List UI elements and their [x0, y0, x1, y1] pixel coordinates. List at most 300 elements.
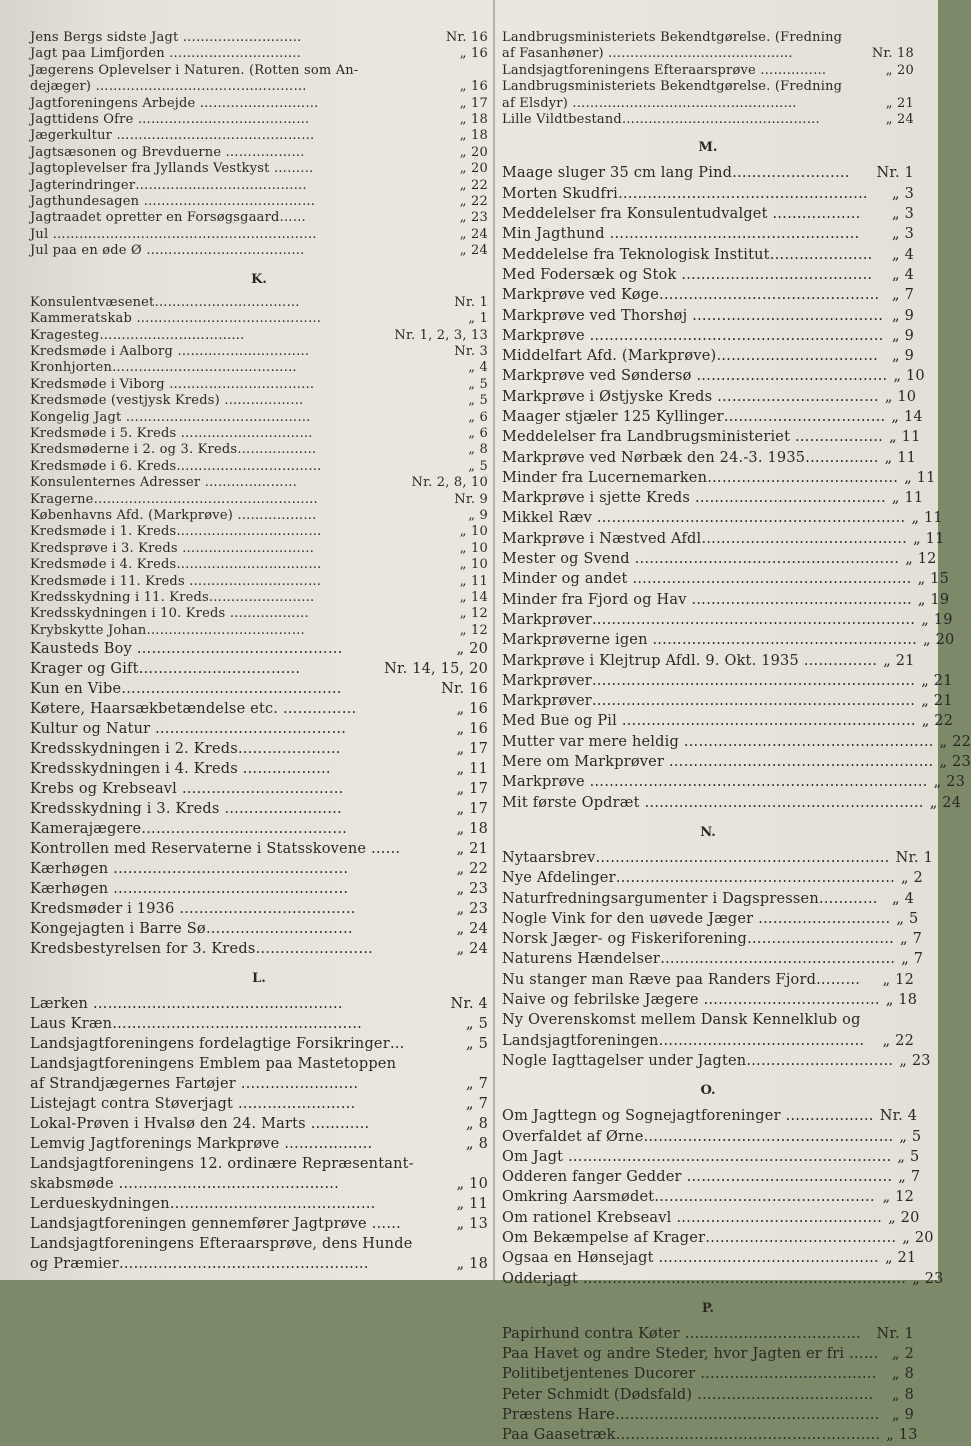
entry-issue-number: „ 16 — [459, 46, 488, 62]
entry-issue-number: „ 10 — [459, 557, 488, 573]
index-entry — [502, 752, 971, 772]
entry-title: Papirhund contra Køter ……………………………… — [502, 1325, 861, 1342]
entry-issue-number: „ 9 — [892, 348, 914, 365]
entry-title: Lærken …………………………………………… — [30, 996, 343, 1013]
index-entry — [502, 590, 950, 610]
entry-title: Kredsmøde i 6. Kreds…………………………… — [30, 458, 322, 474]
entry-issue-number: „ 11 — [884, 449, 917, 466]
entry-issue-number: „ 21 — [883, 652, 915, 669]
entry-title: Kredsmøde i 1. Kreds…………………………… — [30, 524, 322, 540]
entry-title: Kredsmøde i 11. Kreds ………………………… — [30, 573, 322, 589]
index-entry — [502, 1324, 914, 1344]
entry-issue-number: „ 20 — [888, 1209, 920, 1226]
entry-issue-number: „ 20 — [885, 62, 914, 78]
entry-title: Jagttidens Ofre ………………………………… — [30, 112, 310, 128]
entry-issue-number: „ 19 — [921, 611, 953, 628]
entry-issue-number: „ 20 — [459, 161, 488, 177]
index-entry — [502, 1344, 914, 1364]
entry-title: Naturens Hændelser………………………………………… — [502, 951, 896, 968]
entry-issue-number: Nr. 14, 15, 20 — [384, 661, 488, 678]
index-entry — [30, 1074, 488, 1094]
index-entry — [30, 1214, 488, 1234]
entry-issue-number: „ 21 — [884, 1250, 917, 1267]
index-entry — [30, 328, 488, 344]
index-entry — [30, 178, 488, 194]
entry-issue-number: „ 10 — [893, 368, 925, 385]
entry-title: Kragerne…………………………………………… — [30, 491, 318, 507]
entry-title: Peter Schmidt (Dødsfald) ……………………………… — [502, 1386, 874, 1403]
entry-title: Markprøve …………………………………………………………… — [502, 774, 928, 791]
entry-title: Meddelelser fra Landbrugsministeriet ……………… — [502, 429, 884, 446]
entry-title: Landsjagtforeningens Efteraarsprøve, dens Hunde — [30, 1236, 413, 1253]
entry-issue-number: „ 13 — [456, 1216, 488, 1233]
entry-issue-number: „ 20 — [923, 632, 955, 649]
entry-issue-number: „ 3 — [892, 206, 914, 223]
index-entry — [502, 468, 936, 488]
entry-issue-number: „ 2 — [901, 870, 923, 887]
index-entry — [30, 459, 488, 475]
entry-issue-number: Nr. 2, 8, 10 — [411, 475, 488, 491]
index-entry — [30, 719, 488, 739]
entry-issue-number: „ 20 — [456, 641, 488, 658]
index-entry — [502, 1127, 922, 1147]
entry-title: Kamerajægere…………………………………… — [30, 821, 348, 838]
entry-title: Markprøve …………………………………………………… — [502, 327, 884, 344]
index-entry — [502, 30, 914, 46]
index-entry — [30, 1094, 488, 1114]
entry-issue-number: „ 24 — [459, 226, 488, 242]
index-entry — [30, 819, 488, 839]
entry-title: Kredsskydningen i 10. Kreds ……………… — [30, 606, 309, 622]
entry-title: Kredsmøde i Aalborg ………………………… — [30, 343, 310, 359]
index-entry — [502, 868, 923, 888]
entry-title: Landsjagtforeningen gennemfører Jagtprøve …… — [30, 1216, 402, 1233]
entry-issue-number: „ 22 — [939, 733, 971, 750]
entry-issue-number: „ 18 — [459, 112, 488, 128]
entry-title: Ny Overenskomst mellem Dansk Kennelklub og — [502, 1012, 861, 1029]
entry-issue-number: „ 20 — [459, 144, 488, 160]
index-entry — [30, 1134, 488, 1154]
entry-title: Kammeratskab …………………………………… — [30, 311, 322, 327]
entry-issue-number: „ 21 — [456, 841, 488, 858]
entry-issue-number: „ 17 — [456, 741, 488, 758]
index-entry — [502, 889, 914, 909]
entry-title: Min Jagthund …………………………………………… — [502, 226, 860, 243]
index-entry — [502, 671, 953, 691]
entry-title: Jagtforeningens Arbejde ……………………… — [30, 95, 319, 111]
left-column — [30, 30, 488, 1274]
index-entry — [30, 508, 488, 524]
index-entry — [502, 793, 962, 813]
index-entry — [30, 227, 488, 243]
entry-title: Markprøve i Klejtrup Afdl. 9. Okt. 1935 …………… — [502, 652, 878, 669]
entry-issue-number: Nr. 1 — [876, 1325, 914, 1342]
entry-title: Markprøve i Østjyske Kreds …………………………… — [502, 388, 879, 405]
entry-issue-number: „ 9 — [892, 307, 914, 324]
entry-title: Kun en Vibe……………………………………… — [30, 681, 342, 698]
entry-issue-number: „ 23 — [459, 210, 488, 226]
entry-title: Lokal-Prøven i Hvalsø den 24. Marts ………… — [30, 1116, 370, 1133]
entry-issue-number: „ 21 — [921, 672, 953, 689]
entry-title: Om Jagttegn og Sognejagtforeninger ……………… — [502, 1108, 874, 1125]
index-entry — [30, 128, 488, 144]
index-entry — [30, 1034, 488, 1054]
entry-issue-number: „ 9 — [892, 327, 914, 344]
section-letter-heading: K. — [251, 271, 267, 287]
index-entry — [30, 210, 488, 226]
entry-title: Mikkel Ræv ……………………………………………………… — [502, 510, 906, 527]
entry-issue-number: „ 11 — [459, 573, 488, 589]
entry-title: Markprøve ved Thorshøj ………………………………… — [502, 307, 884, 324]
entry-title: Minder fra Fjord og Hav ……………………………………… — [502, 591, 912, 608]
entry-title: Ogsaa en Hønsejagt ……………………………………… — [502, 1250, 879, 1267]
entry-title: Markprøver………………………………………………………… — [502, 693, 916, 710]
index-entry — [30, 919, 488, 939]
entry-title: Jægerkultur ……………………………………… — [30, 128, 315, 144]
index-entry — [502, 285, 914, 305]
index-entry — [30, 859, 488, 879]
index-entry — [502, 1364, 914, 1384]
entry-issue-number: „ 22 — [459, 194, 488, 210]
entry-issue-number: Nr. 16 — [445, 30, 488, 45]
entry-title: af Elsdyr) …………………………………………… — [502, 95, 797, 111]
entry-title: Odderen fanger Gedder …………………………………… — [502, 1169, 893, 1186]
entry-issue-number: „ 23 — [912, 1270, 944, 1287]
index-entry — [30, 243, 488, 259]
entry-title: Jens Bergs sidste Jagt ……………………… — [30, 30, 302, 45]
entry-title: Landsjagtforeningen…………………………………… — [502, 1032, 865, 1049]
entry-title: Kongejagten i Barre Sø………………………… — [30, 921, 353, 938]
index-entry — [502, 691, 953, 711]
entry-title: Konsulenternes Adresser ………………… — [30, 475, 298, 491]
entry-issue-number: „ 17 — [459, 95, 488, 111]
entry-issue-number: Nr. 1 — [876, 165, 914, 182]
entry-issue-number: „ 18 — [885, 992, 918, 1009]
entry-issue-number: „ 24 — [885, 112, 914, 128]
entry-title: Minder fra Lucernemarken………………………………… — [502, 469, 899, 486]
index-entry — [30, 939, 488, 959]
entry-title: Kredsskydningen i 4. Kreds ……………… — [30, 761, 331, 778]
index-entry — [30, 145, 488, 161]
entry-title: Køtere, Haarsækbetændelse etc. …………… — [30, 701, 357, 718]
index-entry — [502, 909, 919, 929]
entry-issue-number: „ 20 — [902, 1229, 934, 1246]
entry-issue-number: „ 14 — [891, 409, 923, 425]
entry-issue-number: Nr. 1 — [895, 849, 934, 866]
section-letter-heading: N. — [700, 824, 716, 840]
index-entry — [30, 574, 488, 590]
index-entry — [502, 929, 922, 949]
index-entry — [502, 711, 954, 731]
entry-issue-number: „ 8 — [892, 1366, 914, 1383]
entry-issue-number: „ 4 — [892, 266, 914, 283]
index-entry — [502, 1031, 914, 1051]
entry-issue-number: „ 16 — [456, 701, 488, 718]
entry-title: Listejagt contra Støverjagt …………………… — [30, 1096, 356, 1113]
index-entry — [502, 949, 924, 969]
index-entry — [502, 1269, 944, 1289]
index-entry — [502, 990, 918, 1010]
entry-issue-number: „ 5 — [468, 458, 488, 474]
entry-title: Mit første Opdræt ………………………………………………… — [502, 794, 924, 811]
entry-title: Med Fodersæk og Stok ………………………………… — [502, 266, 873, 283]
index-entry — [502, 184, 914, 204]
entry-issue-number: „ 12 — [459, 606, 488, 622]
entry-issue-number: „ 23 — [456, 901, 488, 918]
entry-title: Jagtraadet opretter en Forsøgsgaard…… — [30, 210, 306, 226]
index-entry — [502, 772, 966, 792]
index-entry — [502, 204, 914, 224]
entry-title: Markprøver………………………………………………………… — [502, 611, 916, 628]
entry-issue-number: „ 17 — [456, 781, 488, 798]
index-entry — [502, 46, 914, 62]
index-entry — [502, 224, 914, 244]
entry-issue-number: „ 7 — [466, 1076, 488, 1093]
entry-issue-number: „ 18 — [456, 821, 488, 838]
index-entry — [30, 194, 488, 210]
column-rule — [493, 0, 495, 1280]
entry-issue-number: „ 11 — [456, 761, 488, 778]
entry-title: Københavns Afd. (Markprøve) ……………… — [30, 507, 317, 523]
entry-issue-number: „ 24 — [929, 794, 962, 811]
entry-issue-number: „ 10 — [884, 388, 917, 405]
entry-issue-number: „ 11 — [904, 469, 936, 486]
entry-issue-number: „ 23 — [939, 754, 971, 771]
entry-issue-number: „ 23 — [899, 1052, 931, 1069]
entry-issue-number: „ 6 — [468, 425, 488, 441]
entry-issue-number: „ 5 — [468, 376, 488, 392]
index-entry — [502, 163, 914, 183]
entry-issue-number: „ 14 — [459, 590, 488, 605]
entry-title: Middelfart Afd. (Markprøve)…………………………… — [502, 348, 879, 365]
index-entry — [502, 848, 934, 868]
entry-issue-number: „ 10 — [459, 524, 488, 540]
entry-title: Markprøver………………………………………………………… — [502, 672, 916, 689]
section-letter-heading: L. — [252, 971, 266, 987]
entry-issue-number: „ 5 — [466, 1016, 488, 1033]
entry-title: Kredsbestyrelsen for 3. Kreds…………………… — [30, 941, 374, 958]
entry-title: Med Bue og Pil …………………………………………………… — [502, 713, 916, 730]
index-entry — [30, 1054, 488, 1074]
entry-title: Politibetjentenes Ducorer ……………………………… — [502, 1366, 877, 1383]
entry-issue-number: „ 22 — [921, 713, 954, 730]
index-entry — [30, 759, 488, 779]
entry-issue-number: „ 22 — [456, 861, 488, 878]
entry-title: Odderjagt ………………………………………………………… — [502, 1270, 907, 1287]
entry-title: og Præmier…………………………………………… — [30, 1256, 369, 1273]
entry-title: Laus Kræn…………………………………………… — [30, 1016, 363, 1033]
entry-issue-number: „ 2 — [892, 1346, 914, 1363]
entry-title: Nye Afdelinger………………………………………………… — [502, 870, 896, 887]
entry-title: Naturfredningsargumenter i Dagspressen………… — [502, 890, 878, 907]
entry-issue-number: Nr. 16 — [441, 681, 488, 698]
entry-title: Jagterindringer………………………………… — [30, 177, 307, 193]
entry-issue-number: „ 5 — [899, 1128, 922, 1145]
entry-issue-number: „ 24 — [456, 941, 488, 958]
index-entry — [502, 265, 914, 285]
entry-issue-number: „ 12 — [459, 622, 488, 638]
entry-title: Landsjagtforeningens 12. ordinære Repræsentant- — [30, 1156, 414, 1173]
entry-issue-number: „ 7 — [898, 1169, 921, 1186]
index-entry — [30, 344, 488, 360]
entry-issue-number: „ 8 — [892, 1386, 914, 1403]
entry-issue-number: „ 21 — [885, 95, 914, 111]
entry-title: Naive og febrilske Jægere ……………………………… — [502, 992, 880, 1009]
entry-issue-number: „ 11 — [891, 490, 924, 507]
entry-title: Præstens Hare……………………………………………… — [502, 1407, 880, 1424]
index-entry — [30, 377, 488, 393]
entry-issue-number: Nr. 4 — [450, 996, 488, 1013]
index-entry — [30, 779, 488, 799]
entry-title: Kredsmøde i 5. Kreds ………………………… — [30, 425, 313, 441]
index-entry — [30, 112, 488, 128]
entry-issue-number: „ 6 — [468, 409, 488, 425]
entry-title: Kragesteg…………………………… — [30, 327, 245, 343]
index-entry — [502, 610, 953, 630]
entry-issue-number: „ 8 — [468, 442, 488, 458]
index-entry — [502, 1405, 914, 1425]
index-entry — [30, 30, 488, 46]
entry-title: Meddelelser fra Konsulentudvalget ……………… — [502, 206, 861, 223]
index-entry — [30, 79, 488, 95]
entry-title: Kontrollen med Reservaterne i Statsskovene …… — [30, 841, 401, 858]
index-entry — [30, 1014, 488, 1034]
index-entry — [502, 970, 914, 990]
index-entry — [30, 799, 488, 819]
index-entry — [502, 366, 925, 386]
entry-issue-number: „ 7 — [900, 931, 922, 948]
entry-issue-number: „ 7 — [466, 1096, 488, 1113]
entry-issue-number: „ 10 — [456, 1176, 488, 1193]
index-entry — [502, 630, 955, 650]
index-entry — [30, 161, 488, 177]
entry-title: Lerdueskydningen…………………………………… — [30, 1196, 376, 1213]
entry-issue-number: „ 10 — [459, 540, 488, 556]
entry-title: Jul paa en øde Ø ……………………………… — [30, 243, 305, 259]
index-entry — [502, 1248, 917, 1268]
entry-title: Om Jagt ………………………………………………………… — [502, 1148, 892, 1165]
entry-issue-number: „ 22 — [459, 177, 488, 193]
entry-title: Om rationel Krebseavl …………………………………… — [502, 1209, 883, 1226]
index-entry — [502, 1051, 931, 1071]
index-entry — [502, 1010, 914, 1030]
entry-title: Kredsskydning i 11. Kreds…………………… — [30, 590, 315, 605]
index-entry — [502, 1208, 920, 1228]
entry-title: Norsk Jæger- og Fiskeriforening………………………… — [502, 931, 895, 948]
entry-issue-number: „ 8 — [466, 1116, 488, 1133]
index-entry — [502, 1167, 921, 1187]
entry-title: Nogle Iagttagelser under Jagten………………………… — [502, 1052, 894, 1069]
index-entry — [30, 1114, 488, 1134]
entry-title: Jagt paa Limfjorden ………………………… — [30, 46, 302, 62]
entry-title: Markprøve ved Nørbæk den 24.-3. 1935…………… — [502, 449, 879, 466]
entry-title: Landbrugsministeriets Bekendtgørelse. (Fredning — [502, 79, 843, 95]
index-entry — [502, 732, 971, 752]
entry-title: Jægerens Oplevelser i Naturen. (Rotten som An- — [30, 62, 359, 78]
index-entry — [502, 346, 914, 366]
index-entry — [502, 1425, 918, 1445]
index-entry — [30, 63, 488, 79]
entry-title: Jagtsæsonen og Brevduerne ……………… — [30, 144, 305, 160]
index-entry — [30, 590, 488, 606]
entry-issue-number: „ 18 — [456, 1256, 488, 1273]
entry-title: Omkring Aarsmødet……………………………………… — [502, 1189, 875, 1206]
entry-issue-number: „ 9 — [892, 1407, 914, 1424]
entry-issue-number: „ 5 — [468, 393, 488, 409]
entry-issue-number: Nr. 3 — [454, 343, 488, 359]
index-entry — [30, 492, 488, 508]
entry-issue-number: „ 24 — [459, 243, 488, 259]
entry-issue-number: Nr. 4 — [879, 1108, 918, 1125]
index-entry — [502, 407, 923, 427]
entry-title: Krybskytte Johan……………………………… — [30, 622, 305, 638]
entry-title: Mutter var mere heldig …………………………………………… — [502, 733, 934, 750]
index-entry — [30, 557, 488, 573]
index-entry — [30, 1154, 488, 1174]
index-entry — [502, 651, 914, 671]
index-entry — [30, 659, 488, 679]
index-entry — [502, 427, 921, 447]
entry-title: Meddelelse fra Teknologisk Institut………………… — [502, 246, 873, 263]
entry-title: Landsjagtforeningens Emblem paa Mastetoppen — [30, 1056, 397, 1073]
entry-title: af Strandjægernes Fartøjer …………………… — [30, 1076, 359, 1093]
entry-issue-number: „ 23 — [456, 881, 488, 898]
index-entry — [30, 1234, 488, 1254]
index-entry — [30, 1174, 488, 1194]
entry-title: Krebs og Krebseavl …………………………… — [30, 781, 344, 798]
index-entry — [502, 488, 924, 508]
index-entry — [30, 739, 488, 759]
index-entry — [30, 46, 488, 62]
entry-title: Nogle Vink for den uøvede Jæger ……………………… — [502, 910, 891, 927]
entry-issue-number: „ 3 — [892, 185, 914, 202]
entry-issue-number: „ 19 — [917, 591, 950, 608]
entry-issue-number: Nr. 18 — [871, 46, 914, 62]
index-entry — [502, 112, 914, 128]
index-entry — [30, 639, 488, 659]
index-entry — [30, 1194, 488, 1214]
entry-issue-number: „ 7 — [892, 287, 914, 304]
entry-issue-number: „ 5 — [466, 1036, 488, 1053]
entry-title: Krager og Gift…………………………… — [30, 661, 301, 678]
entry-title: Overfaldet af Ørne…………………………………………… — [502, 1128, 894, 1145]
entry-title: Kredsskydningen i 2. Kreds………………… — [30, 741, 341, 758]
entry-issue-number: Nr. 1, 2, 3, 13 — [394, 327, 488, 343]
entry-title: Kultur og Natur ………………………………… — [30, 721, 347, 738]
index-entry — [30, 606, 488, 622]
entry-title: Jagthundesagen ………………………………… — [30, 194, 316, 210]
index-entry — [30, 410, 488, 426]
right-column — [502, 30, 971, 1446]
entry-issue-number: „ 16 — [456, 721, 488, 738]
index-entry — [30, 839, 488, 859]
entry-title: Lille Vildtbestand……………………………………… — [502, 112, 820, 128]
index-entry — [30, 679, 488, 699]
index-entry — [502, 1228, 934, 1248]
entry-title: Maage sluger 35 cm lang Pind…………………… — [502, 165, 850, 182]
entry-issue-number: „ 4 — [892, 246, 914, 263]
entry-title: Landbrugsministeriets Bekendtgørelse. (Fredning — [502, 30, 843, 45]
entry-title: af Fasanhøner) …………………………………… — [502, 46, 793, 62]
entry-title: Minder og andet ………………………………………………… — [502, 571, 912, 588]
index-entry — [502, 245, 914, 265]
entry-title: Morten Skudfri…………………………………………… — [502, 185, 868, 202]
entry-title: Nytaarsbrev…………………………………………………… — [502, 849, 890, 866]
index-entry — [502, 387, 917, 407]
entry-title: Paa Gaasetræk……………………………………………… — [502, 1427, 881, 1444]
entry-issue-number: „ 21 — [921, 693, 953, 710]
index-entry — [30, 96, 488, 112]
